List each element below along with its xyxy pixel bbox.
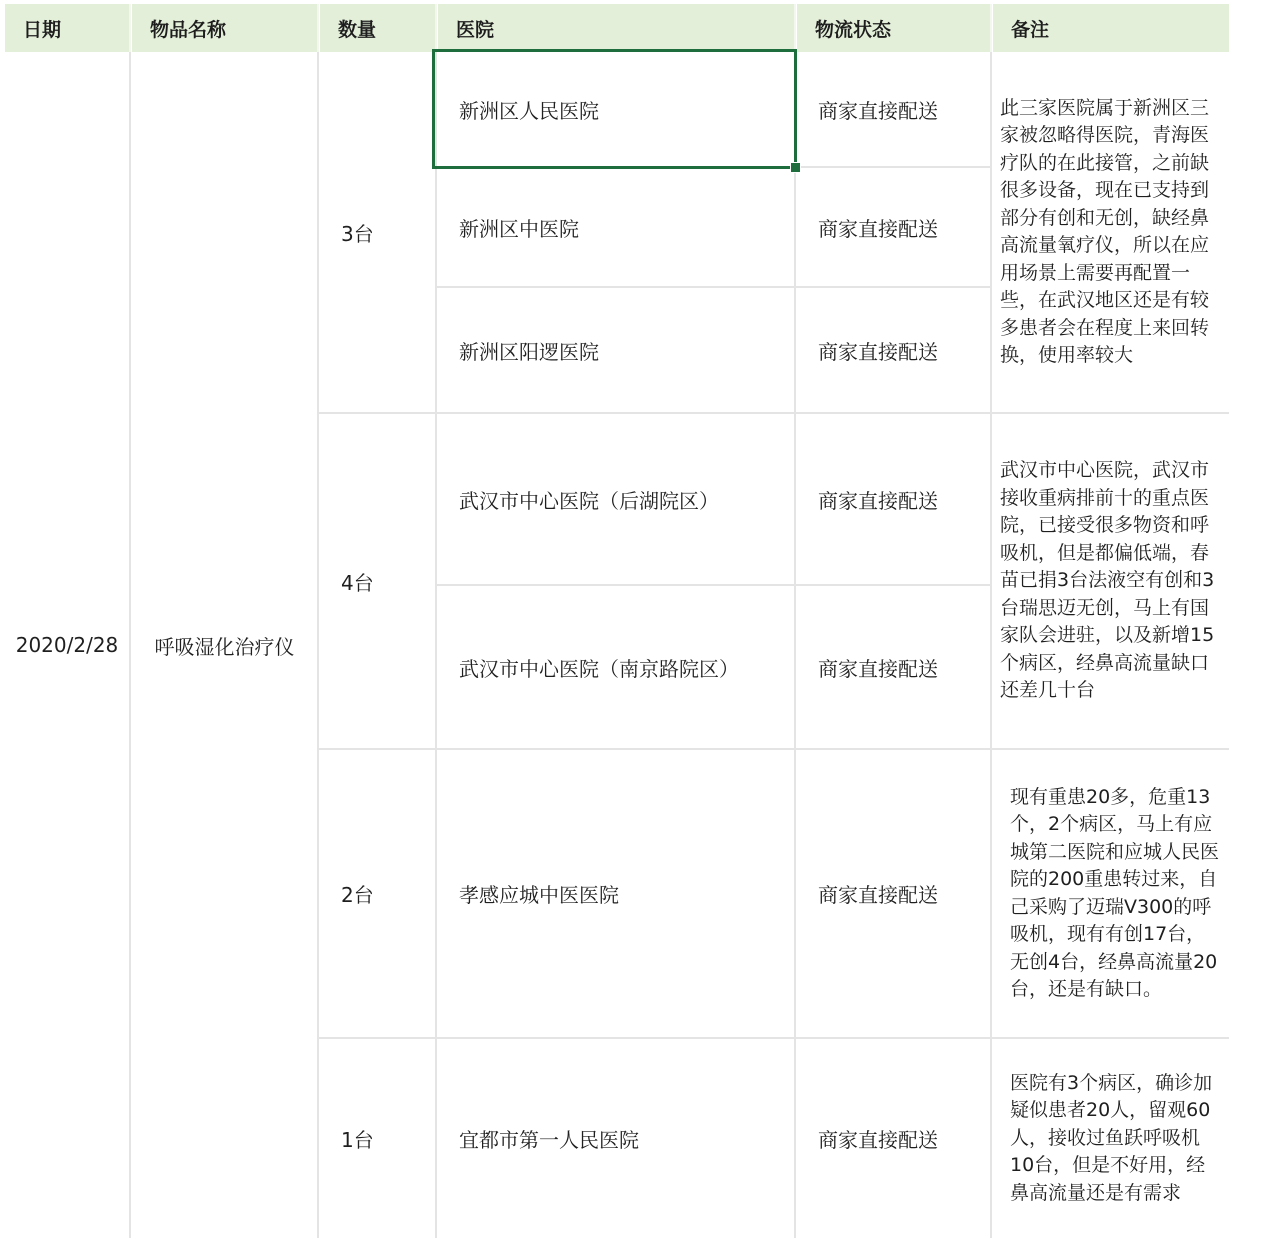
header-note-label: 备注 [1011,18,1050,41]
logistics-cell[interactable] [796,288,990,412]
header-divider [990,4,992,52]
hospital-cell[interactable] [437,168,794,286]
logistics-status: 商家直接配送 [818,656,938,681]
header-item[interactable] [132,4,317,52]
header-date[interactable] [5,4,129,52]
logistics-cell[interactable] [796,52,990,166]
hospital-name: 武汉市中心医院（南京路院区） [459,656,739,681]
logistics-status: 商家直接配送 [818,488,938,513]
header-logistics-label: 物流状态 [815,18,892,41]
logistics-status: 商家直接配送 [818,883,938,907]
fill-handle[interactable] [790,162,801,173]
qty-cell[interactable] [319,1039,435,1238]
logistics-cell[interactable] [796,750,990,1037]
qty-value: 3台 [341,221,374,246]
logistics-status: 商家直接配送 [818,216,938,241]
logistics-cell[interactable] [796,1039,990,1238]
header-hospital[interactable] [438,4,794,52]
hospital-cell[interactable] [437,750,794,1037]
note-cell[interactable] [1000,414,1226,748]
header-divider [317,4,319,52]
note-text: 现有重患20多，危重13个，2个病区，马上有应城第二医院和应城人民医院的200重患转过来，自己采购了迈瑞V300的呼吸机，现有有创17台，无创4台，经鼻高流量20台，还是有缺口。 [1010,785,1220,1000]
hospital-name: 新洲区人民医院 [459,98,599,123]
item-name-cell[interactable] [132,52,317,1238]
header-date-label: 日期 [23,18,62,41]
qty-value: 4台 [341,570,374,595]
logistics-status: 商家直接配送 [818,98,938,123]
logistics-cell[interactable] [796,586,990,748]
note-cell[interactable] [1000,52,1226,412]
header-qty-label: 数量 [338,18,377,41]
hospital-cell[interactable] [437,1039,794,1238]
hospital-name: 孝感应城中医医院 [459,883,619,907]
qty-cell[interactable] [319,750,435,1037]
qty-cell[interactable] [319,414,435,748]
logistics-cell[interactable] [796,168,990,286]
header-logistics[interactable] [797,4,990,52]
header-divider [435,4,437,52]
qty-value: 1台 [341,1128,374,1152]
note-text: 此三家医院属于新洲区三家被忽略得医院，青海医疗队的在此接管，之前缺很多设备，现在已支持到部分有创和无创，缺经鼻高流量氧疗仪，所以在应用场景上需要再配置一些，在武汉地区还是有较多患者会在程度上来回转换，使用率较大 [1000,96,1210,366]
note-cell[interactable] [1010,750,1222,1037]
note-cell[interactable] [1010,1039,1222,1238]
header-item-label: 物品名称 [150,18,227,41]
column-divider [990,52,992,1238]
note-text: 武汉市中心医院，武汉市接收重病排前十的重点医院，已接受很多物资和呼吸机，但是都偏低端，春苗已捐3台法液空有创和3台瑞思迈无创，马上有国家队会进驻，以及新增15个病区，经鼻高流量缺口还差几十台 [1000,459,1215,702]
logistics-status: 商家直接配送 [818,1128,938,1152]
hospital-name: 武汉市中心医院（后湖院区） [459,488,719,513]
hospital-cell[interactable] [437,288,794,412]
header-hospital-label: 医院 [456,18,495,41]
selected-cell-border [432,49,797,169]
qty-value: 2台 [341,883,374,907]
header-divider [794,4,796,52]
hospital-cell[interactable] [437,586,794,748]
date-value: 2020/2/28 [15,633,119,657]
header-divider [129,4,131,52]
logistics-status: 商家直接配送 [818,339,938,364]
hospital-name: 新洲区中医院 [459,216,579,241]
qty-cell[interactable] [319,52,435,412]
spreadsheet-table [5,4,1229,1238]
date-cell[interactable] [5,52,129,1238]
note-text: 医院有3个病区，确诊加疑似患者20人，留观60人，接收过鱼跃呼吸机10台，但是不好用，经鼻高流量还是有需求 [1010,1071,1213,1204]
hospital-name: 新洲区阳逻医院 [459,339,599,364]
header-qty[interactable] [320,4,435,52]
logistics-cell[interactable] [796,414,990,584]
hospital-name: 宜都市第一人民医院 [459,1128,639,1152]
header-note[interactable] [993,4,1229,52]
item-name-value: 呼吸湿化治疗仪 [154,634,295,659]
hospital-cell[interactable] [437,414,794,584]
column-divider [129,52,131,1238]
